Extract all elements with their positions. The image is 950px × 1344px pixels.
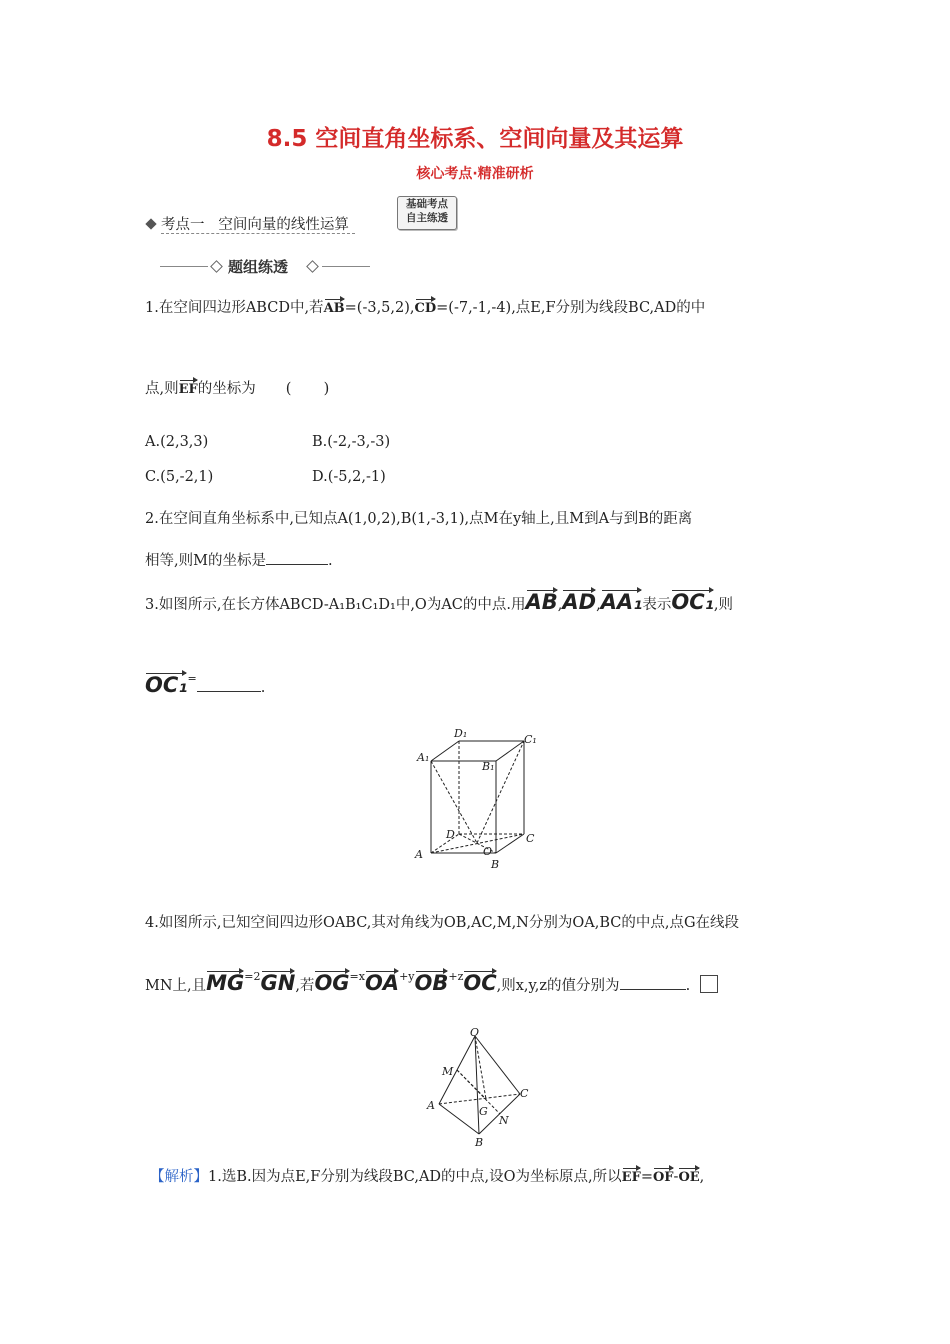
divider-right xyxy=(322,266,370,267)
vector-of: OF xyxy=(652,1170,674,1185)
q3-text: , xyxy=(557,597,563,613)
tetrahedron-figure xyxy=(422,1025,532,1150)
q2-text: . xyxy=(327,553,333,569)
q2-text: 相等,则M的坐标是 xyxy=(145,553,266,569)
q1-option-b[interactable]: B.(-2,-3,-3) xyxy=(312,434,391,450)
vector-ef: EF xyxy=(178,382,198,397)
label-g: G xyxy=(479,1105,488,1118)
divider-left xyxy=(160,266,208,267)
label-a: A xyxy=(427,1099,435,1112)
vector-ad: AD xyxy=(562,590,597,614)
section-badge xyxy=(397,196,457,230)
group-heading xyxy=(160,255,370,277)
q4-text: =x xyxy=(349,970,365,983)
q4-text: +z xyxy=(448,970,464,983)
vector-cd: CD xyxy=(414,301,437,316)
q1-text: =(-3,5,2), xyxy=(344,300,415,316)
q1-text: 1.在空间四边形ABCD中,若 xyxy=(145,300,324,316)
vector-ab: AB xyxy=(525,590,558,614)
q1-line-2 xyxy=(145,377,329,398)
vector-oc1: OC₁ xyxy=(671,590,714,614)
answer-paren: ( ) xyxy=(285,381,330,397)
analysis-line xyxy=(150,1165,704,1186)
q1-option-a[interactable]: A.(2,3,3) xyxy=(145,434,209,450)
answer-blank[interactable] xyxy=(266,564,328,565)
q3-text: 表示 xyxy=(642,597,672,613)
q3-text: 3.如图所示,在长方体ABCD-A₁B₁C₁D₁中,O为AC的中点.用 xyxy=(145,597,526,613)
label-c: C xyxy=(520,1087,529,1100)
label-d1: D₁ xyxy=(454,727,468,740)
q4-line-1: 4.如图所示,已知空间四边形OABC,其对角线为OB,AC,M,N分别为OA,BC的中点,点G在线段 xyxy=(145,915,740,931)
analysis-tag: 【解析】 xyxy=(150,1169,208,1185)
vector-ef: EF xyxy=(621,1170,641,1185)
vector-oa: OA xyxy=(364,971,400,995)
badge-line-1: 基础考点 xyxy=(406,198,448,210)
q4-text: ,若 xyxy=(295,978,315,994)
page-subtitle: 核心考点·精准研析 xyxy=(416,166,534,182)
label-o: O xyxy=(483,845,493,858)
q1-text: =(-7,-1,-4),点E,F分别为线段BC,AD的中 xyxy=(436,300,706,316)
q1-text: 的坐标为 xyxy=(197,381,256,397)
q3-text: . xyxy=(260,680,266,696)
label-o: O xyxy=(470,1026,480,1039)
label-a1: A₁ xyxy=(417,751,430,764)
analysis-text: 1.选B.因为点E,F分别为线段BC,AD的中点,设O为坐标原点,所以 xyxy=(208,1169,622,1185)
q1-option-d[interactable]: D.(-5,2,-1) xyxy=(312,469,386,485)
q3-line-1 xyxy=(145,590,733,614)
q1-line-1 xyxy=(145,296,705,317)
label-c1: C₁ xyxy=(524,733,537,746)
analysis-text: - xyxy=(673,1169,679,1185)
q2-line-1: 2.在空间直角坐标系中,已知点A(1,0,2),B(1,-3,1),点M在y轴上,且M到A与到B的距离 xyxy=(145,511,693,527)
page-title: 8.5 空间直角坐标系、空间向量及其运算 xyxy=(266,126,684,152)
q4-text: . xyxy=(685,978,691,994)
q4-text: +y xyxy=(399,970,415,983)
q3-text: ,则 xyxy=(713,597,733,613)
q4-text: MN上,且 xyxy=(145,978,207,994)
label-m: M xyxy=(442,1065,454,1078)
q2-line-2 xyxy=(145,549,333,570)
group-heading-label: 题组练透 xyxy=(228,258,289,276)
equals-sign: = xyxy=(187,672,197,685)
vector-ab: AB xyxy=(323,301,345,316)
analysis-text: , xyxy=(699,1169,705,1185)
q4-text: ,则x,y,z的值分别为 xyxy=(496,978,620,994)
label-n: N xyxy=(499,1114,509,1127)
cuboid-figure xyxy=(412,725,542,873)
badge-line-2: 自主练透 xyxy=(406,212,448,224)
section-heading xyxy=(147,213,355,234)
vector-ob: OB xyxy=(414,971,449,995)
q1-option-c[interactable]: C.(5,-2,1) xyxy=(145,469,214,485)
analysis-text: = xyxy=(640,1169,653,1185)
answer-blank[interactable] xyxy=(197,691,261,692)
q1-text: 点,则 xyxy=(145,381,179,397)
label-b: B xyxy=(475,1136,484,1149)
answer-blank[interactable] xyxy=(620,989,686,990)
vector-oc1: OC₁ xyxy=(145,673,188,697)
q4-line-2 xyxy=(145,970,718,995)
vector-mg: MG xyxy=(206,971,245,995)
vector-gn: GN xyxy=(260,971,296,995)
vector-og: OG xyxy=(314,971,350,995)
section-label: 考点一 xyxy=(161,217,205,233)
mark-checkbox[interactable] xyxy=(700,975,718,993)
label-b1: B₁ xyxy=(482,760,495,773)
label-d: D xyxy=(446,828,455,841)
diamond-bullet-icon xyxy=(145,218,156,229)
vector-aa1: AA₁ xyxy=(600,590,643,614)
label-b: B xyxy=(491,858,500,871)
q3-line-2 xyxy=(145,672,265,697)
q3-text: , xyxy=(596,597,601,613)
diamond-icon xyxy=(210,260,223,273)
q4-text: =2 xyxy=(244,970,261,983)
label-c: C xyxy=(526,832,535,845)
label-a: A xyxy=(415,848,423,861)
diamond-icon xyxy=(306,260,319,273)
section-name: 空间向量的线性运算 xyxy=(218,217,349,233)
vector-oc: OC xyxy=(463,971,497,995)
vector-oe: OE xyxy=(678,1170,700,1185)
